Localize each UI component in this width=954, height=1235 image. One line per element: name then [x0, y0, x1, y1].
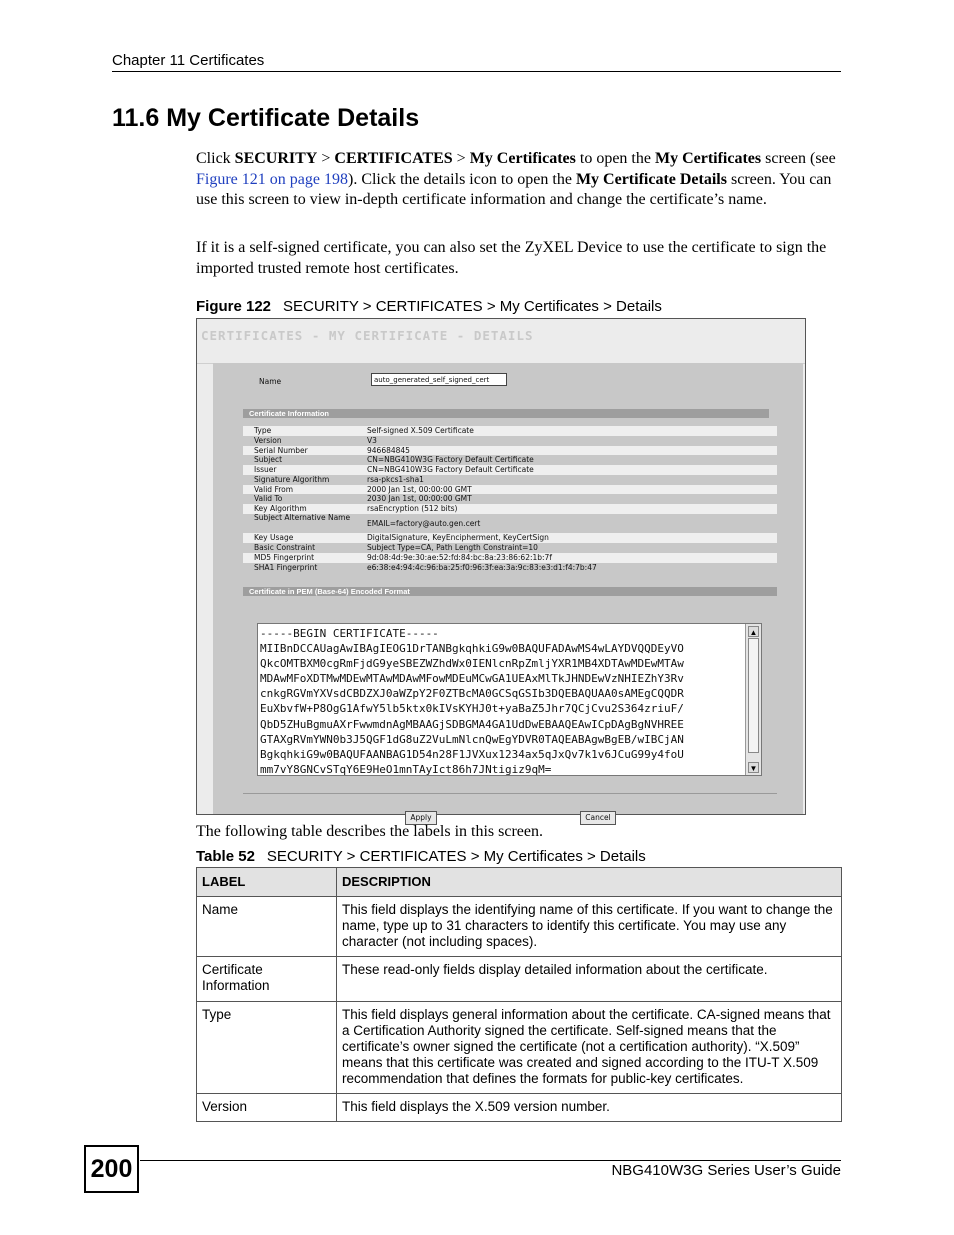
certificate-info-row: [243, 514, 777, 534]
figure-label: Figure 122: [196, 298, 272, 315]
certificate-info-label: Valid To: [254, 494, 283, 504]
pem-textarea[interactable]: [257, 623, 762, 776]
label-column-header: LABEL: [197, 868, 337, 897]
certificate-info-value: DigitalSignature, KeyEncipherment, KeyCertSign: [367, 533, 549, 543]
row-description: This field displays the identifying name of this certificate. If you want to change the name, type up to 31 characters to identify this certificate. You may use any character (not including spaces).: [337, 897, 842, 957]
footer-rule: [140, 1160, 841, 1161]
pem-line: QbD5ZHuBgmuAXrFwwmdnAgMBAAGjSDBGMA4GA1UdDwEBAAQEAwICpDAgBgNVHREE: [260, 717, 684, 731]
certificate-info-row: [243, 446, 777, 456]
certificate-info-value: rsaEncryption (512 bits): [367, 504, 458, 513]
name-input[interactable]: auto_generated_self_signed_cert: [371, 373, 507, 386]
table-caption: [196, 848, 646, 865]
certificate-info-value: 2000 Jan 1st, 00:00:00 GMT: [367, 484, 472, 494]
certificate-info-label: SHA1 Fingerprint: [254, 562, 318, 572]
certificate-info-row: [243, 553, 777, 563]
name-label: Name: [259, 377, 282, 386]
certificate-info-row: [243, 436, 777, 446]
pem-line: mm7vY8GNCvSTqY6E9HeO1mnTAyIct86h7JNtigiz9qM=: [260, 762, 552, 776]
certificate-info-row: [243, 455, 777, 465]
row-label: Name: [197, 897, 337, 957]
table-row: [197, 1002, 842, 1094]
scroll-thumb[interactable]: [748, 638, 759, 753]
screen-title: CERTIFICATES - MY CERTIFICATE - DETAILS: [201, 328, 534, 343]
certificate-info-value: Self-signed X.509 Certificate: [367, 426, 474, 435]
certificate-info-label: Type: [254, 426, 272, 435]
description-column-header: DESCRIPTION: [337, 868, 842, 897]
row-label: Version: [197, 1094, 337, 1122]
intro-paragraph-1: [196, 149, 842, 211]
certificate-info-label: Serial Number: [254, 445, 308, 455]
pem-line: MIIBnDCCAUagAwIBAgIEOG1DrTANBgkqhkiG9w0BAQUFADAwMS4wLAYDVQQDEyVO: [260, 642, 684, 656]
certificate-info-label: Key Algorithm: [254, 504, 307, 513]
certificate-info-label: Subject Alternative Name: [254, 512, 351, 522]
certificate-info-label: MD5 Fingerprint: [254, 552, 315, 562]
table-label: Table 52: [196, 848, 255, 865]
certificate-info-label: Issuer: [254, 465, 277, 474]
row-description: This field displays the X.509 version number.: [337, 1094, 842, 1122]
pem-line: cnkgRGVmYXVsdCBDZXJ0aWZpY2F0ZTBcMA0GCSqGSIb3DQEBAQUAA0sAMEgCQQDR: [260, 687, 684, 701]
certificate-information-header: Certificate Information: [243, 409, 769, 418]
certificate-info-value: V3: [367, 435, 377, 445]
pem-scrollbar[interactable]: [745, 624, 761, 775]
intro-text-run: Click: [196, 150, 235, 167]
pem-line: MDAwMFoXDTMwMDEwMTAwMDAwMFowMDEuMCwGA1UEAxMlTkJHNDEwVzNHIEZhY3Rv: [260, 672, 684, 686]
figure-caption: [196, 298, 662, 315]
certificate-info-row: [243, 543, 777, 553]
certificate-info-value: CN=NBG410W3G Factory Default Certificate: [367, 455, 534, 465]
certificate-info-row: [243, 426, 777, 436]
certificate-details-screenshot: [196, 318, 806, 822]
scroll-up-icon[interactable]: ▲: [749, 628, 758, 637]
certificate-info-label: Valid From: [254, 484, 294, 494]
intro-text-run: My Certificates: [654, 150, 762, 167]
row-description: This field displays general information about the certificate. CA-signed means that a Certification Authority signed the certificate. Self-signed means that the certificate’s owner signed the certificate (not a certification authority). “X.509” means that this certificate was created and signed according to the ITU-T X.509 recommendation that defines the formats for public-key certificates.: [337, 1002, 842, 1094]
certificate-info-value: e6:38:e4:94:4c:96:ba:25:f0:96:3f:ea:3a:9c:83:e3:d1:f4:7b:47: [367, 562, 597, 572]
details-panel: [213, 363, 803, 822]
intro-paragraph-2: If it is a self-signed certificate, you can also set the ZyXEL Device to use the certificate to sign the imported trusted remote host certificates.: [196, 239, 827, 277]
pem-line: BgkqhkiG9w0BAQUFAANBAG1D54n28F1JVXux1234ax5qJxQv7k1v6JCuG99y4foU: [260, 747, 684, 761]
page-number: 200: [84, 1145, 139, 1193]
intro-text-run: My Certificates: [469, 150, 576, 167]
table-row: [197, 957, 842, 1002]
intro-text-run: screen. You can use this screen to view in-depth certificate information and change the certificate’s name.: [196, 170, 832, 208]
row-label: Certificate Information: [197, 957, 337, 1002]
cancel-button[interactable]: Cancel: [580, 811, 616, 825]
intro-text-run: SECURITY: [234, 150, 318, 167]
section-title: 11.6 My Certificate Details: [112, 104, 420, 132]
table-caption-text: SECURITY > CERTIFICATES > My Certificates > Details: [266, 848, 646, 865]
certificate-info-value: Subject Type=CA, Path Length Constraint=10: [367, 543, 538, 552]
pem-line: GTAXgRVmYWN0b3J5QGF1dG8uZ2VuLmNlcnQwEgYDVR0TAQEABAgwBgEB/wIBCjAN: [260, 732, 684, 746]
table-row: [197, 1094, 842, 1122]
certificate-info-label: Basic Constraint: [254, 543, 316, 552]
table-header-row: [197, 868, 842, 897]
figure-link[interactable]: Figure 121 on page 198: [196, 170, 348, 188]
pem-line: EuXbvfW+P8OgG1AfwY5lb5ktx0kIVsKYHJ0t+yaBaZ5Jhr7QCjCvu2S364zriuF/: [260, 702, 684, 716]
certificate-info-value: 946684845: [367, 445, 410, 455]
certificate-info-label: Signature Algorithm: [254, 474, 330, 484]
pem-header: Certificate in PEM (Base-64) Encoded Format: [243, 587, 777, 596]
certificate-info-row: [243, 485, 777, 495]
pem-line: -----BEGIN CERTIFICATE-----: [260, 627, 439, 640]
certificate-info-label: Subject: [254, 455, 283, 465]
labels-table: [196, 867, 842, 1122]
scroll-down-icon[interactable]: ▼: [749, 764, 758, 773]
pem-text: [260, 626, 744, 776]
panel-divider: [243, 793, 777, 794]
intro-text-run: screen (see: [761, 150, 836, 167]
certificate-info-value: rsa-pkcs1-sha1: [367, 474, 424, 484]
intro-text-run: to open the: [575, 150, 655, 167]
certificate-info-value: 2030 Jan 1st, 00:00:00 GMT: [367, 494, 472, 504]
intro-text-run: >: [317, 150, 335, 167]
apply-button[interactable]: Apply: [405, 811, 437, 825]
certificate-info-value: EMAIL=factory@auto.gen.cert: [367, 518, 481, 528]
certificate-info-label: Key Usage: [254, 533, 294, 543]
certificate-info-row: [243, 475, 777, 485]
intro-text-run: >: [452, 150, 470, 167]
guide-title: NBG410W3G Series User’s Guide: [611, 1162, 841, 1179]
table-row: [197, 897, 842, 957]
row-label: Type: [197, 1002, 337, 1094]
certificate-info-row: [243, 533, 777, 543]
table-intro-text: The following table describes the labels in this screen.: [196, 823, 544, 840]
row-description: These read-only fields display detailed information about the certificate.: [337, 957, 842, 1002]
certificate-info-value: CN=NBG410W3G Factory Default Certificate: [367, 465, 534, 474]
certificate-info-row: [243, 465, 777, 475]
certificate-info-value: 9d:08:4d:9e:30:ae:52:fd:84:bc:8a:23:86:62:1b:7f: [367, 552, 552, 562]
header-rule: [112, 71, 841, 72]
certificate-info-label: Version: [254, 435, 282, 445]
intro-text-run: ). Click the details icon to open the: [347, 170, 576, 188]
intro-text-run: My Certificate Details: [575, 170, 727, 188]
intro-text-run: CERTIFICATES: [334, 150, 453, 167]
chapter-header: Chapter 11 Certificates: [112, 52, 265, 69]
figure-caption-text: SECURITY > CERTIFICATES > My Certificates > Details: [283, 298, 662, 315]
certificate-info-row: [243, 494, 777, 504]
certificate-info-row: [243, 563, 777, 573]
pem-line: QkcOMTBXM0cgRmFjdG9yeSBEZWZhdWx0IENlcnRpZmljYXR1MB4XDTAwMDEwMTAw: [260, 657, 684, 671]
